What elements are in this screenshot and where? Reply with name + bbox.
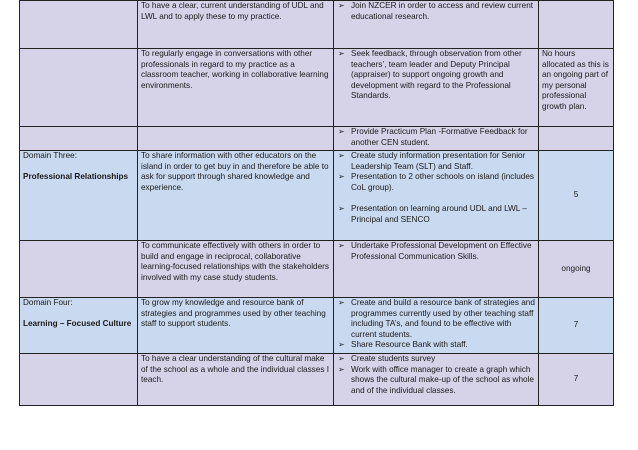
goal-cell (138, 127, 334, 151)
time-cell: ongoing (539, 241, 614, 298)
arrowhead-bullet-icon: ➢ (338, 127, 345, 136)
action-text: Seek feedback, through observation from other teachers’, team leader and Deputy Principal (appraiser) to support ongoing growth and development with regard to the Professional Standards. (351, 49, 522, 101)
actions-cell (334, 1, 539, 49)
time-cell: 7 (539, 354, 614, 406)
domain-cell (20, 49, 138, 127)
actions-cell (334, 298, 539, 354)
action-item (337, 151, 535, 172)
action-item (337, 298, 535, 340)
action-item (337, 365, 535, 397)
action-text: Undertake Professional Development on Effective Professional Communication Skills. (351, 241, 532, 261)
goal-cell: To grow my knowledge and resource bank of strategies and programmes used by other teaching staff to support students. (138, 298, 334, 354)
action-item (337, 241, 535, 262)
table-row (20, 1, 614, 49)
arrowhead-bullet-icon: ➢ (338, 298, 345, 307)
domain-cell (20, 151, 138, 241)
actions-cell (334, 127, 539, 151)
goal-cell: To share information with other educators on the island in order to get buy in and therefore be able to ask for support through shared knowledge and experience. (138, 151, 334, 241)
actions-cell (334, 354, 539, 406)
goal-cell: To regularly engage in conversations with other professionals in regard to my practice as a classroom teacher, working in collaborative learning environments. (138, 49, 334, 127)
arrowhead-bullet-icon: ➢ (338, 1, 345, 10)
domain-cell (20, 354, 138, 406)
action-item (337, 340, 535, 351)
goal-cell: To have a clear, current understanding of UDL and LWL and to apply these to my practice. (138, 1, 334, 49)
action-item (337, 1, 535, 22)
arrowhead-bullet-icon: ➢ (338, 49, 345, 58)
spacer (337, 193, 535, 204)
action-text: Presentation on learning around UDL and LWL – Principal and SENCO (351, 203, 527, 224)
actions-cell (334, 49, 539, 127)
action-text: Share Resource Bank with staff. (351, 340, 468, 350)
table-row (20, 241, 614, 298)
table-row (20, 151, 614, 241)
domain-cell (20, 127, 138, 151)
time-cell (539, 127, 614, 151)
actions-cell (334, 151, 539, 241)
action-text: Work with office manager to create a graph which shows the cultural make-up of the school as whole and of the individual classes. (351, 364, 534, 395)
arrowhead-bullet-icon: ➢ (338, 203, 345, 213)
time-cell (539, 1, 614, 49)
action-item (337, 49, 535, 102)
table-row (20, 49, 614, 127)
arrowhead-bullet-icon: ➢ (338, 172, 345, 182)
table-row (20, 127, 614, 151)
action-item (337, 172, 535, 193)
action-item (337, 354, 535, 365)
action-text: Join NZCER in order to access and review current educational research. (351, 1, 534, 21)
table-row (20, 354, 614, 406)
domain-title: Domain Three: (23, 151, 78, 160)
domain-cell (20, 298, 138, 354)
arrowhead-bullet-icon: ➢ (338, 354, 345, 363)
arrowhead-bullet-icon: ➢ (338, 364, 345, 374)
domain-cell (20, 1, 138, 49)
goal-cell: To communicate effectively with others in order to build and engage in reciprocal, collaborative learning-focused relationships with the stakeholders involved with my case study students. (138, 241, 334, 298)
action-text: Provide Practicum Plan -Formative Feedback for another CEN student. (351, 127, 528, 147)
arrowhead-bullet-icon: ➢ (338, 151, 345, 160)
time-cell: No hours allocated as this is an ongoing part of my personal professional growth plan. (539, 49, 614, 127)
actions-cell (334, 241, 539, 298)
goal-cell: To have a clear understanding of the cultural make of the school as a whole and the individual classes I teach. (138, 354, 334, 406)
domain-title: Domain Four: (23, 298, 73, 307)
domain-name: Professional Relationships (23, 172, 129, 182)
time-cell: 7 (539, 298, 614, 354)
arrowhead-bullet-icon: ➢ (338, 340, 345, 350)
action-text: Create students survey (351, 354, 436, 363)
development-plan-table (19, 0, 614, 406)
domain-cell (20, 241, 138, 298)
domain-name: Learning – Focused Culture (23, 319, 132, 329)
action-item (337, 127, 535, 148)
action-text: Presentation to 2 other schools on island (includes CoL group). (351, 172, 534, 192)
action-text: Create study information presentation for Senior Leadership Team (SLT) and Staff. (351, 151, 526, 171)
time-cell: 5 (539, 151, 614, 241)
arrowhead-bullet-icon: ➢ (338, 241, 345, 250)
action-text: Create and build a resource bank of strategies and programmes currently used by other teaching staff including TA’s, and found to be effective with current students. (351, 298, 535, 339)
action-item (337, 204, 535, 225)
table-row (20, 298, 614, 354)
